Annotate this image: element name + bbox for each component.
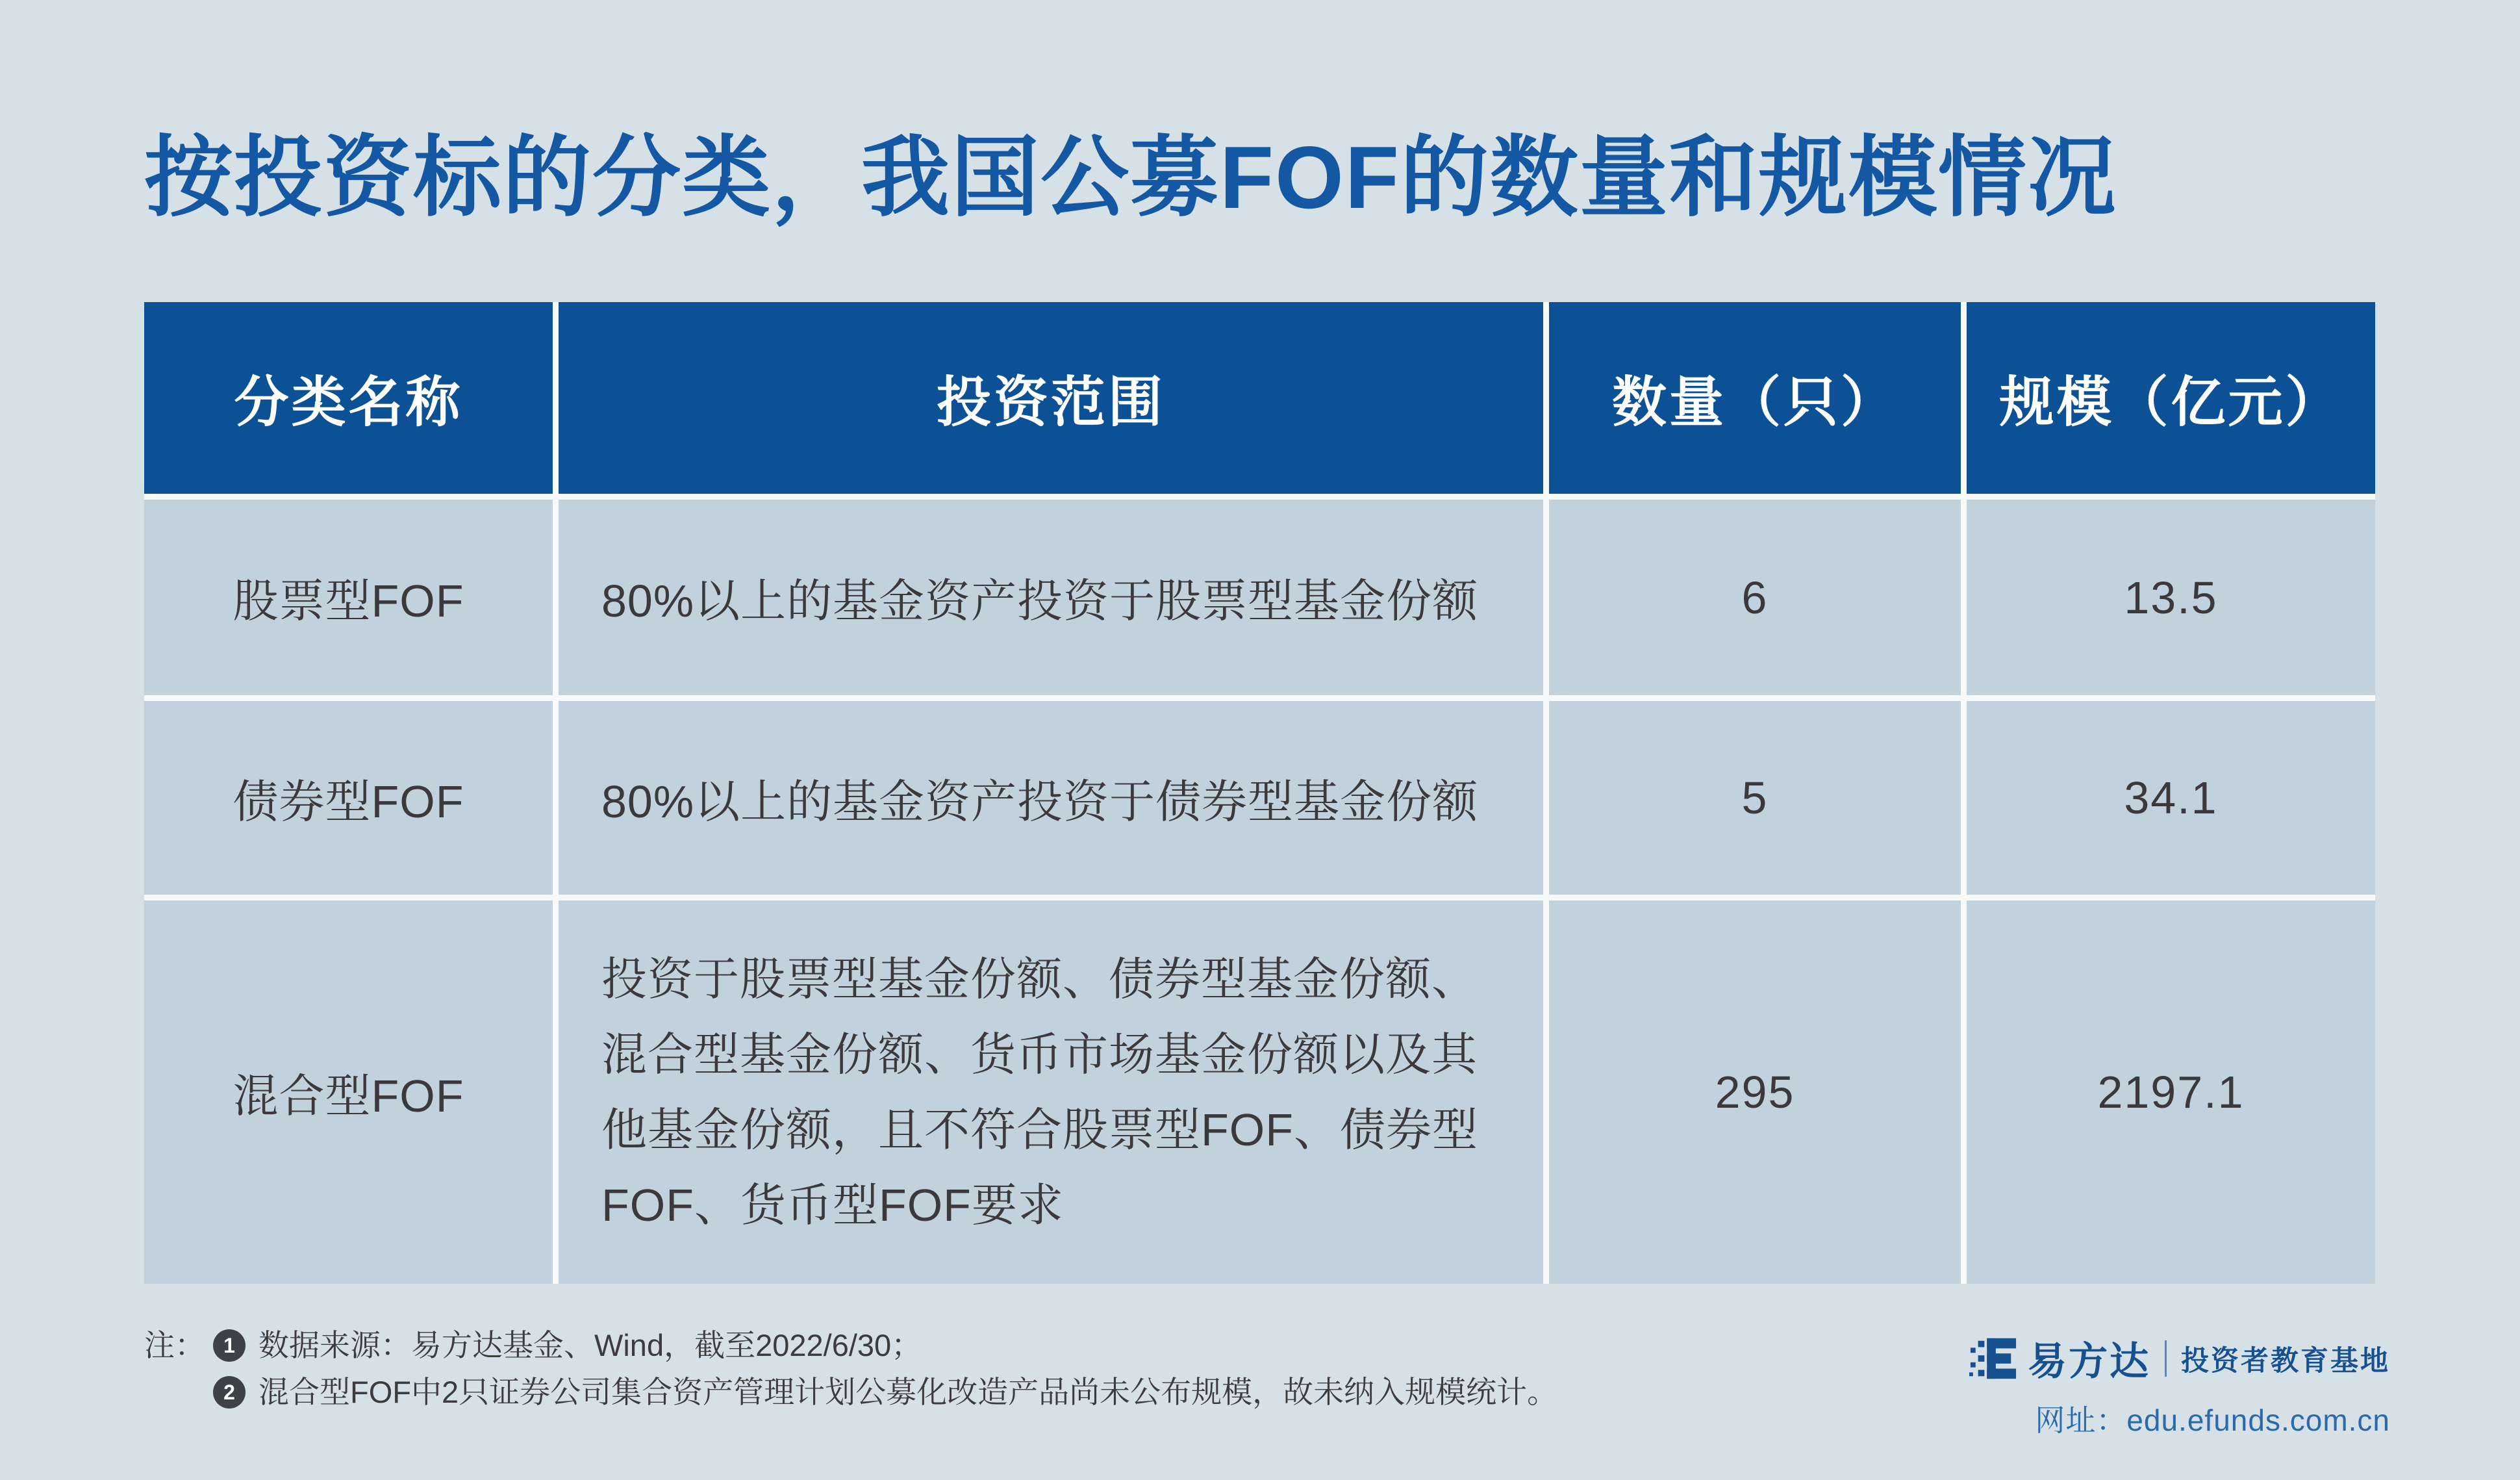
cell-count-equity: 6 [1549,500,1961,695]
brand-name: 易方达 [2028,1340,2150,1383]
fof-table [144,302,2375,1284]
efunds-logo-icon [1969,1334,2017,1383]
header-scale: 规模（亿元） [1967,302,2375,494]
note-bullet-1-icon: 1 [213,1329,246,1362]
brand-row [1969,1331,2390,1386]
cell-category-equity: 股票型FOF [144,500,553,695]
cell-scale-mixed: 2197.1 [1967,900,2375,1284]
brand-tagline: 投资者教育基地 [2181,1345,2390,1377]
scope-mixed-line-1: 投资于股票型基金份额、债券型基金份额、 [601,954,1478,1004]
note-bullet-2-icon: 2 [213,1376,246,1409]
cell-scope-mixed [559,900,1543,1284]
note-item-1 [213,1327,1557,1364]
website-text: 网址：edu.efunds.com.cn [2035,1403,2390,1437]
cell-count-bond: 5 [1549,701,1961,895]
page-title: 按投资标的分类，我国公募FOF的数量和规模情况 [144,128,2117,227]
note-item-2 [213,1373,1557,1411]
note-text-1: 数据来源：易方达基金、Wind，截至2022/6/30； [258,1328,922,1362]
cell-count-mixed: 295 [1549,900,1961,1284]
note-text-2: 混合型FOF中2只证券公司集合资产管理计划公募化改造产品尚未公布规模，故未纳入规模统计。 [258,1375,1558,1409]
footer-divider [2165,1340,2167,1377]
scope-mixed-line-4: FOF、货币型FOF要求 [601,1180,1064,1231]
header-category: 分类名称 [144,302,553,494]
cell-category-mixed: 混合型FOF [144,900,553,1284]
brand-footer [1969,1331,2390,1440]
header-scope: 投资范围 [559,302,1543,494]
cell-scale-equity: 13.5 [1967,500,2375,695]
cell-scope-equity: 80%以上的基金资产投资于股票型基金份额 [559,500,1543,695]
scope-mixed-line-2: 混合型基金份额、货币市场基金份额以及其 [601,1029,1478,1080]
scope-mixed-lines [601,941,1478,1243]
cell-category-bond: 债券型FOF [144,701,553,895]
scope-mixed-line-3: 他基金份额，且不符合股票型FOF、债券型 [601,1104,1478,1155]
cell-scope-bond: 80%以上的基金资产投资于债券型基金份额 [559,701,1543,895]
cell-scale-bond: 34.1 [1967,701,2375,895]
note-list [213,1327,1557,1420]
notes-section [144,1327,1557,1420]
header-count: 数量（只） [1549,302,1961,494]
notes-label: 注： [144,1328,205,1362]
